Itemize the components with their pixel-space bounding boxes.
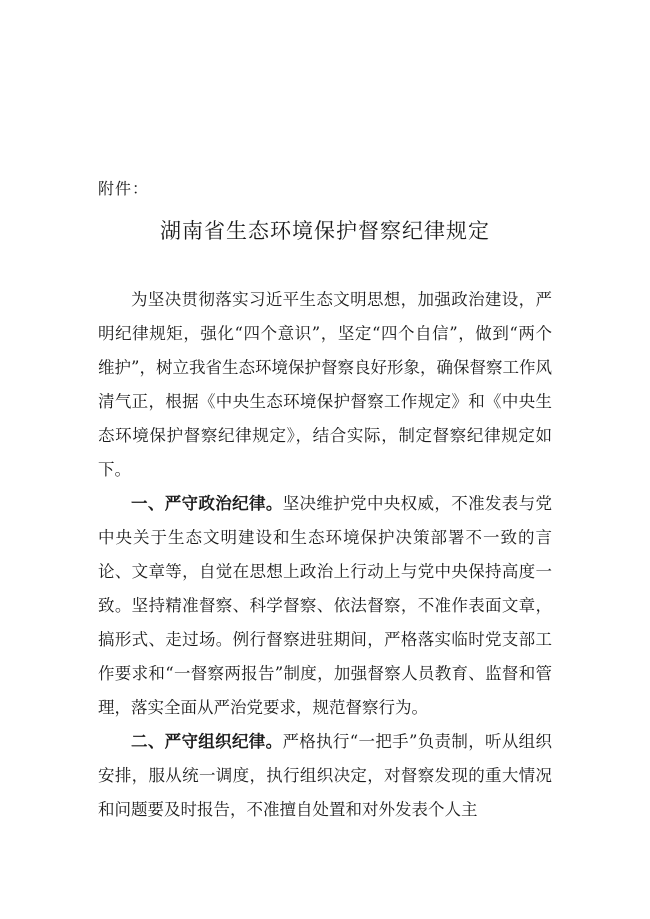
- section-heading: 一、严守政治纪律。: [131, 494, 283, 513]
- paragraph-organizational-discipline: [98, 725, 552, 827]
- paragraph-political-discipline: [98, 487, 552, 725]
- section-heading: 二、严守组织纪律。: [131, 732, 283, 751]
- paragraph-text: 坚决维护党中央权威，不准发表与党中央关于生态文明建设和生态环境保护决策部署不一致的言论、文章等，自觉在思想上政治上行动上与党中央保持高度一致。坚持精准督察、科学督察、依法督察，不准作表面文章，搞形式、走过场。例行督察进驻期间，严格落实临时党支部工作要求和“一督察两报告”制度，加强督察人员教育、监督和管理，落实全面从严治党要求，规范督察行为。: [98, 494, 553, 717]
- paragraph-text: 严格执行“一把手”负责制，听从组织安排，服从统一调度，执行组织决定，对督察发现的重大情况和问题要及时报告，不准擅自处置和对外发表个人主: [98, 732, 553, 819]
- document-body: [98, 283, 552, 827]
- paragraph-text: 为坚决贯彻落实习近平生态文明思想，加强政治建设，严明纪律规矩，强化“四个意识”，坚定“四个自信”，做到“两个维护”，树立我省生态环境保护督察良好形象，确保督察工作风清气正，根据《中央生态环境保护督察工作规定》和《中央生态环境保护督察纪律规定》，结合实际，制定督察纪律规定如下。: [98, 290, 552, 479]
- document-title: 湖南省生态环境保护督察纪律规定: [160, 219, 490, 243]
- paragraph-intro: [98, 283, 552, 487]
- attachment-label: 附件：: [98, 179, 150, 198]
